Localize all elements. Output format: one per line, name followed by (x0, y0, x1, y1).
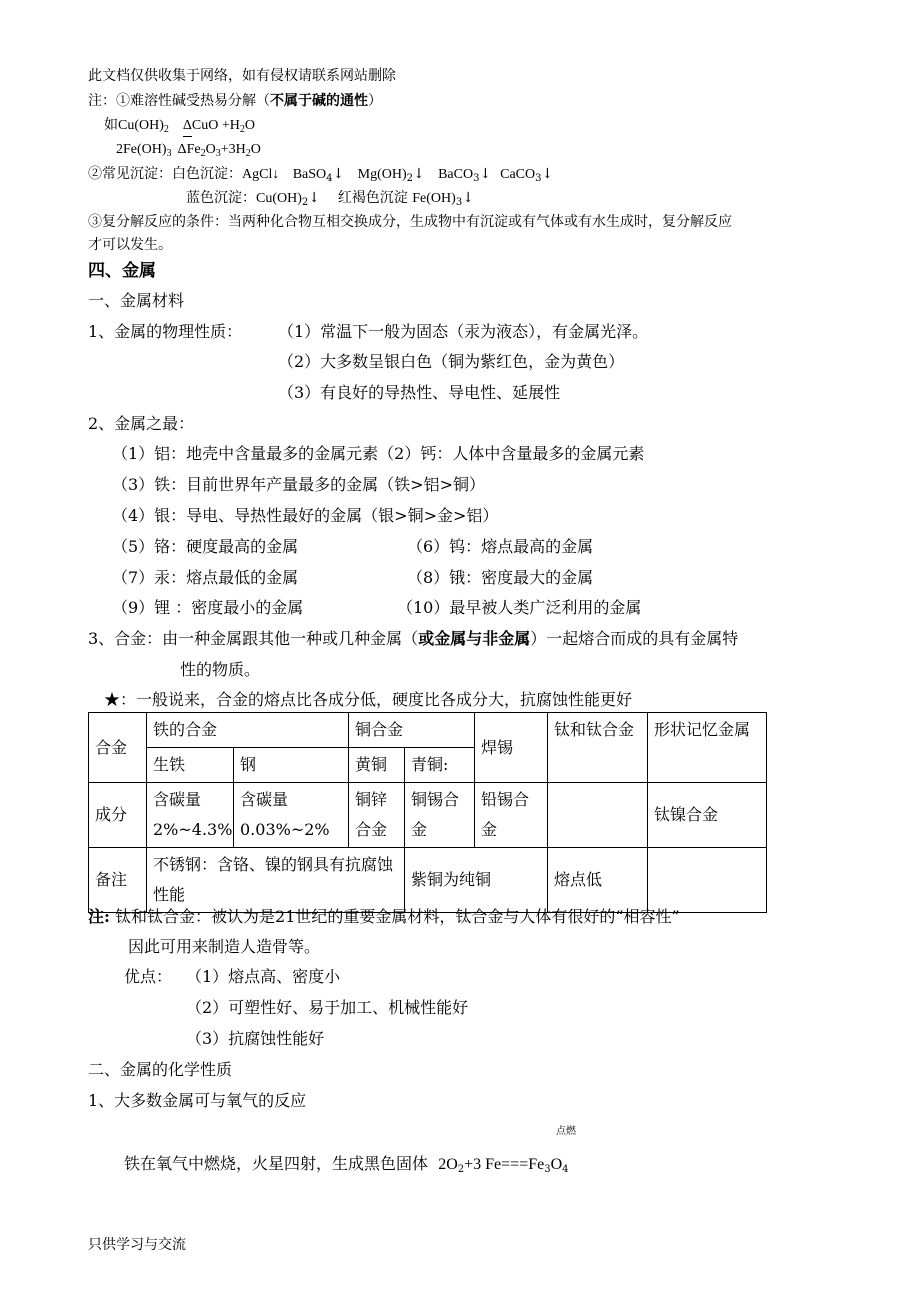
eq2-o3: O (205, 142, 216, 157)
note-1-prefix: 注：①难溶性碱受热易分解（ (88, 93, 270, 109)
eq-c: O (550, 1156, 563, 1173)
eq1-rest-sub: 2 (239, 124, 245, 135)
most-item-10: （10）最早被人类广泛利用的金属 (397, 598, 642, 617)
eq2-end: O (250, 142, 261, 157)
note-2-label: ②常见沉淀：白色沉淀： (88, 166, 242, 182)
most-item-6: （6）钨：熔点最高的金属 (407, 537, 594, 556)
note-2-white (88, 164, 553, 185)
table-cell: 焊锡 (475, 713, 548, 783)
table-cell: 备注 (89, 848, 147, 913)
eq-a-sub: 2 (457, 1164, 465, 1175)
header-disclaimer: 此文档仅供收集于网络，如有侵权请联系网站删除 (88, 68, 396, 84)
titanium-line2: 因此可用来制造人造骨等。 (128, 937, 321, 956)
most-label: 2、金属之最： (88, 414, 195, 433)
most-item-5: （5）铬：硬度最高的金属 (112, 537, 299, 556)
table-row (89, 783, 767, 848)
oxygen-reaction-title: 1、大多数金属可与氧气的反应 (88, 1091, 307, 1110)
table-cell: 黄铜 (349, 748, 405, 783)
note-2-blue (186, 188, 474, 209)
eq1-sub: 2 (163, 124, 169, 135)
mgoh-sub: 2 (406, 173, 413, 184)
iron-combustion (124, 1153, 569, 1176)
baso4-arrow: ↓ (332, 166, 345, 182)
feoh3-sub: 3 (455, 197, 463, 208)
most-item-9: （9）锂 ：密度最小的金属 (112, 598, 304, 617)
cuoh2-sub: 2 (301, 197, 309, 208)
table-cell: 形状记忆金属 (648, 713, 767, 783)
table-cell: 熔点低 (548, 848, 648, 913)
note-1-suffix: ） (368, 93, 382, 109)
equation-fe (116, 140, 261, 160)
table-cell: 生铁 (147, 748, 234, 783)
equation-cu (104, 116, 255, 137)
table-cell: 铜合金 (349, 713, 475, 748)
most-item-1-2: （1）铝：地壳中含量最多的金属元素（2）钙：人体中含量最多的金属元素 (112, 444, 645, 463)
table-cell: 铁的合金 (147, 713, 349, 748)
delta-symbol: Δ (177, 142, 187, 157)
eq1-prefix: 如 (104, 118, 118, 133)
feoh3: Fe(OH) (412, 191, 456, 206)
table-cell: 含碳量2%~4.3% (147, 783, 234, 848)
caco3-arrow: ↓ (541, 166, 554, 182)
most-item-7: （7）汞：熔点最低的金属 (112, 568, 299, 587)
eq-c-sub: 4 (562, 1164, 569, 1175)
eq1-rest: CuO +H (191, 118, 240, 133)
eq1-o: O (244, 118, 255, 133)
baco3: BaCO (438, 167, 474, 182)
physical-label: 1、金属的物理性质： (88, 322, 243, 341)
eq-b-sub: 3 (544, 1164, 551, 1175)
table-cell: 成分 (89, 783, 147, 848)
titanium-note (88, 906, 680, 928)
most-item-3: （3）铁：目前世界年产量最多的金属（铁>铝>铜） (112, 475, 485, 494)
caco3-sub: 3 (535, 173, 542, 184)
subsection-chemical: 二、金属的化学性质 (88, 1060, 233, 1079)
advantage-3: （3）抗腐蚀性能好 (186, 1029, 325, 1048)
section-title: 四、金属 (88, 261, 156, 281)
alloy-suffix: ）一起熔合而成的具有金属特 (530, 629, 739, 648)
table-cell: 钛和钛合金 (548, 713, 648, 783)
physical-item-3: （3）有良好的导热性、导电性、延展性 (278, 383, 561, 402)
mgoh: Mg(OH) (357, 167, 407, 182)
alloy-prefix: 3、合金：由一种金属跟其他一种或几种金属（ (88, 629, 419, 648)
eq-b: +3 Fe===Fe (464, 1156, 545, 1173)
table-cell: 青铜: (405, 748, 475, 783)
most-item-4: （4）银：导电、导热性最好的金属（银>铜>金>铝） (112, 506, 499, 525)
alloy-table (88, 712, 767, 913)
cuoh2: Cu(OH) (256, 191, 302, 206)
table-cell: 铜锡合金 (405, 783, 475, 848)
note-1 (88, 91, 382, 111)
eq2-fe2: Fe (186, 142, 201, 157)
caco3: CaCO (500, 167, 536, 182)
alloy-definition-line2: 性的物质。 (180, 660, 261, 679)
alloy-definition (88, 628, 738, 650)
alloy-bold: 或金属与非金属 (418, 629, 531, 648)
iron-text: 铁在氧气中燃烧，火星四射，生成黑色固体 (124, 1154, 429, 1173)
table-cell: 紫铜为纯铜 (405, 848, 548, 913)
physical-item-1: （1）常温下一般为固态（汞为液态），有金属光泽。 (278, 322, 649, 341)
subsection-materials: 一、金属材料 (88, 291, 185, 310)
table-cell: 铜锌合金 (349, 783, 405, 848)
advantage-1: （1）熔点高、密度小 (186, 967, 341, 986)
reaction-condition: 点燃 (556, 1126, 576, 1137)
mgoh-arrow: ↓ (413, 166, 425, 182)
table-cell: 合金 (89, 713, 147, 783)
table-cell: 铅锡合金 (475, 783, 548, 848)
table-row (89, 713, 767, 748)
eq2-fe: 2Fe(OH) (116, 142, 167, 157)
table-cell: 含碳量0.03%~2% (234, 783, 349, 848)
note-label: 注: (88, 907, 110, 926)
eq-a: 2O (438, 1156, 458, 1173)
table-row (89, 848, 767, 913)
delta-symbol: Δ (183, 116, 192, 137)
table-cell: 不锈钢：含铬、镍的钢具有抗腐蚀性能 (147, 848, 405, 913)
cuoh2-arrow: ↓ (308, 190, 320, 206)
eq1-cuoh: Cu(OH) (118, 118, 164, 133)
baso4-sub: 4 (326, 173, 333, 184)
baco3-arrow: ↓ (479, 166, 492, 182)
eq2-sub-3: 3 (215, 148, 221, 159)
footer-text: 只供学习与交流 (88, 1237, 186, 1253)
titanium-line1: 钛和钛合金：被认为是21世纪的重要金属材料，钛合金与人体有很好的“相容性” (115, 907, 680, 926)
note-1-bold: 不属于碱的通性 (270, 93, 368, 109)
agcl: AgCl↓ (242, 167, 280, 182)
advantage-2: （2）可塑性好、易于加工、机械性能好 (186, 998, 469, 1017)
physical-item-2: （2）大多数呈银白色（铜为紫红色，金为黄色） (278, 352, 625, 371)
table-cell (648, 848, 767, 913)
table-cell: 钢 (234, 748, 349, 783)
eq2-plus: +3H (220, 142, 246, 157)
eq2-sub3: 3 (166, 148, 172, 159)
baso4: BaSO (292, 167, 327, 182)
most-item-8: （8）锇：密度最大的金属 (407, 568, 594, 587)
advantages-label: 优点： (124, 967, 173, 986)
red-label: 红褐色沉淀 (337, 190, 408, 206)
note-3-line1: ③复分解反应的条件：当两种化合物互相交换成分，生成物中有沉淀或有气体或有水生成时，复分解反应 (88, 214, 732, 230)
table-cell (548, 783, 648, 848)
table-cell: 钛镍合金 (648, 783, 767, 848)
baco3-sub: 3 (473, 173, 480, 184)
feoh3-arrow: ↓ (462, 190, 474, 206)
note-3-line2: 才可以发生。 (88, 237, 172, 253)
eq2-sub-h: 2 (245, 148, 251, 159)
eq2-sub-2: 2 (200, 148, 206, 159)
star-note: ★：一般说来，合金的熔点比各成分低，硬度比各成分大，抗腐蚀性能更好 (104, 690, 633, 709)
blue-label: 蓝色沉淀： (186, 190, 256, 206)
